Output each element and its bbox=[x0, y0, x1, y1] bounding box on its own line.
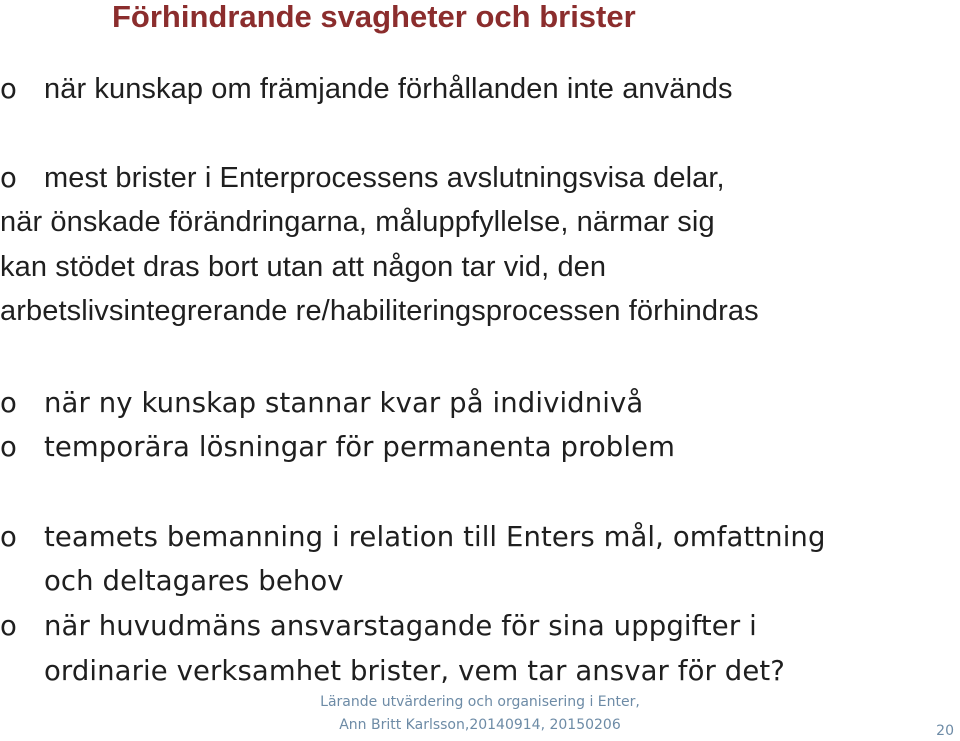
bullet-marker: o bbox=[0, 521, 17, 553]
footer-line-2: Ann Britt Karlsson,20140914, 20150206 bbox=[339, 717, 621, 733]
bullet-text: kan stödet dras bort utan att någon tar vid, den bbox=[0, 251, 607, 283]
bullet-marker: o bbox=[0, 73, 17, 105]
bullet-marker: o bbox=[0, 387, 17, 419]
slide-title: Förhindrande svagheter och brister bbox=[112, 0, 636, 34]
footer-line-1: Lärande utvärdering och organisering i Enter, bbox=[320, 694, 640, 710]
bullet-text: och deltagares behov bbox=[44, 565, 344, 597]
bullet-marker: o bbox=[0, 431, 17, 463]
bullet-text: ordinarie verksamhet brister, vem tar ansvar för det? bbox=[44, 655, 785, 687]
bullet-text: temporära lösningar för permanenta problem bbox=[44, 431, 676, 463]
bullet-text: när ny kunskap stannar kvar på individnivå bbox=[44, 387, 644, 419]
bullet-text: när huvudmäns ansvarstagande för sina uppgifter i bbox=[44, 610, 757, 642]
bullet-text: mest brister i Enterprocessens avslutningsvisa delar, bbox=[44, 162, 725, 194]
bullet-marker: o bbox=[0, 610, 17, 642]
bullet-text: när önskade förändringarna, måluppfyllelse, närmar sig bbox=[0, 206, 715, 238]
bullet-marker: o bbox=[0, 162, 17, 194]
bullet-text: teamets bemanning i relation till Enters mål, omfattning bbox=[44, 521, 826, 553]
page-number: 20 bbox=[936, 723, 954, 739]
bullet-text: arbetslivsintegrerande re/habiliteringsprocessen förhindras bbox=[0, 295, 759, 327]
bullet-text: när kunskap om främjande förhållanden inte används bbox=[44, 73, 733, 105]
